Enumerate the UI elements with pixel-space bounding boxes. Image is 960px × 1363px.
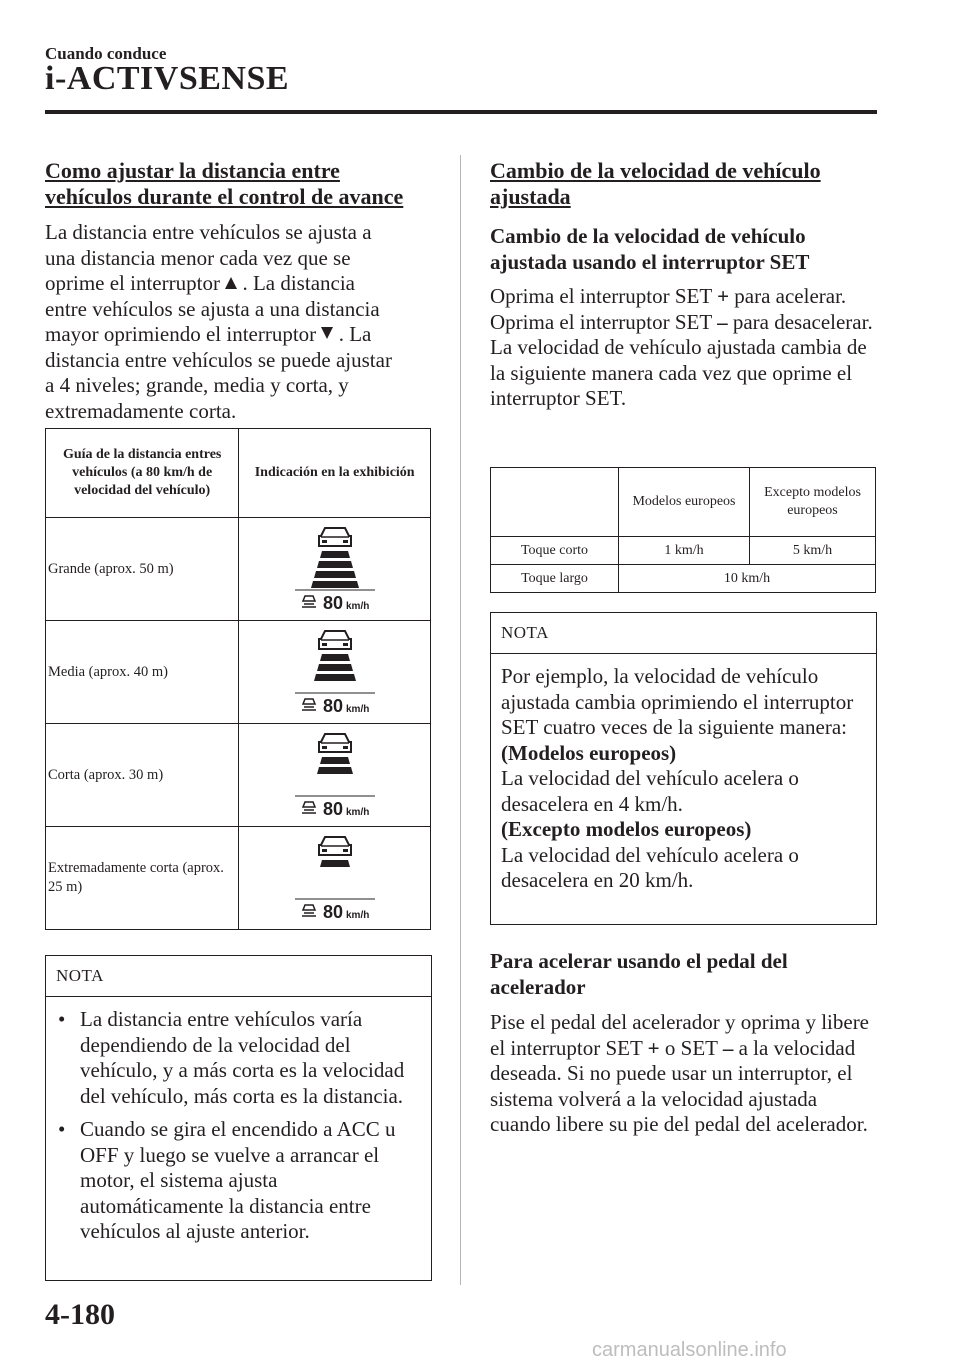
nota-box-right: [490, 612, 877, 925]
distance-bar: [317, 767, 353, 774]
speed-value: 80: [322, 592, 343, 612]
table-row: [491, 537, 876, 565]
right-heading: Cambio de la velocidad de vehículo ajustada: [490, 158, 821, 209]
following-distance-icon: [275, 522, 395, 612]
nota-box-left: [45, 955, 432, 1281]
minus-icon: –: [722, 1035, 734, 1060]
speed-value: 80: [322, 798, 343, 818]
speed-unit: km/h: [345, 806, 369, 818]
distance-bar: [320, 654, 350, 661]
distance-bar: [320, 551, 350, 558]
right-paragraph-2: Pise el pedal del acelerador y oprima y libere el interruptor SET + o SET – a la velocidad deseada. Si no puede usar un interruptor, el sistema volverá a la velocidad ajustada cuando libere su pie del pedal del acelerador.: [490, 1010, 870, 1136]
lead-car-icon: [319, 528, 351, 546]
list-item: • Cuando se gira el encendido a ACC u OFF y luego se vuelve a arrancar el motor, el sistema ajusta automáticamente la distancia entre vehículos al ajuste anterior.: [58, 1117, 396, 1243]
distance-label: Grande (aprox. 50 m): [46, 518, 239, 621]
lead-car-icon: [319, 734, 351, 752]
speed-change-table: [490, 467, 876, 593]
speed-value: 80: [322, 695, 343, 715]
following-distance-icon: [275, 728, 395, 818]
triangle-up-icon: [225, 277, 237, 289]
speed-unit: km/h: [345, 703, 369, 715]
table-row: [46, 827, 431, 930]
following-distance-icon: [275, 831, 395, 921]
distance-bar: [311, 581, 359, 588]
distance-bar: [314, 571, 356, 578]
nota-heading: NOTA: [46, 956, 431, 997]
distance-label: Extremadamente corta (aprox. 25 m): [46, 827, 239, 930]
right-subheading: Cambio de la velocidad de vehículo ajustada usando el interruptor SET: [490, 224, 810, 274]
display-indicator: [239, 724, 431, 827]
nota-subheading: (Modelos europeos): [501, 740, 677, 765]
table-cell: 10 km/h: [619, 565, 876, 593]
speed-table-header-non-european: Excepto modelos europeos: [750, 468, 876, 537]
table-row: [46, 518, 431, 621]
lead-car-icon: [319, 837, 351, 855]
display-indicator: [239, 621, 431, 724]
table-row: [46, 621, 431, 724]
cruise-distance-icon: [302, 802, 316, 813]
minus-icon: –: [717, 309, 728, 334]
chapter-title: i-ACTIVSENSE: [45, 60, 290, 97]
distance-table-header-display: Indicación en la exhibición: [239, 429, 431, 518]
left-heading: Como ajustar la distancia entre vehículos durante el control de avance: [45, 158, 404, 209]
distance-bar: [320, 757, 350, 764]
display-indicator: [239, 827, 431, 930]
speed-unit: km/h: [345, 909, 369, 921]
nota-text: La velocidad del vehículo acelera o desacelera en 20 km/h.: [501, 842, 799, 892]
triangle-down-icon: [321, 327, 333, 339]
lead-car-icon: [319, 631, 351, 649]
speed-value: 80: [322, 901, 343, 921]
speed-unit: km/h: [345, 600, 369, 612]
bullet-icon: •: [58, 1007, 66, 1031]
column-divider: [460, 155, 461, 1285]
watermark: carmanualsonline.info: [592, 1339, 787, 1361]
list-item: • La distancia entre vehículos varía dependiendo de la velocidad del vehículo, y a más corta es la velocidad del vehículo, más corta es la distancia.: [58, 1007, 405, 1108]
nota-subheading: (Excepto modelos europeos): [501, 817, 752, 841]
distance-bar: [317, 561, 353, 568]
distance-label: Corta (aprox. 30 m): [46, 724, 239, 827]
plus-icon: +: [717, 284, 730, 308]
table-row: [491, 565, 876, 593]
cruise-distance-icon: [302, 699, 316, 710]
table-cell: 1 km/h: [619, 537, 750, 565]
table-cell: Toque largo: [491, 565, 619, 593]
cruise-distance-icon: [302, 596, 316, 607]
distance-table: [45, 428, 431, 930]
right-paragraph: Oprima el interruptor SET + para acelerar. Oprima el interruptor SET – para desacelerar. La velocidad de vehículo ajustada cambia de la siguiente manera cada vez que oprime el interruptor SET.: [490, 284, 873, 410]
following-distance-icon: [275, 625, 395, 715]
header-rule: [45, 110, 877, 114]
right-subheading-2: Para acelerar usando el pedal del acelerador: [490, 949, 788, 999]
table-cell: Toque corto: [491, 537, 619, 565]
distance-label: Media (aprox. 40 m): [46, 621, 239, 724]
plus-icon: +: [647, 1035, 660, 1060]
section-label: Cuando conduce: [45, 44, 167, 63]
left-paragraph: La distancia entre vehículos se ajusta a una distancia menor cada vez que se oprime el interruptor . La distancia entre vehículos se ajusta a una distancia mayor oprimiendo el interruptor . La distancia entre vehículos se puede ajustar a 4 niveles; grande, media y corta, y extremadamente corta.: [45, 220, 392, 423]
distance-bar: [317, 664, 353, 671]
nota-text: La velocidad del vehículo acelera o desacelera en 4 km/h.: [501, 766, 799, 816]
distance-bar: [314, 674, 356, 681]
bullet-icon: •: [58, 1117, 66, 1141]
nota-text: Por ejemplo, la velocidad de vehículo ajustada cambia oprimiendo el interruptor SET cuatro veces de la siguiente manera:: [501, 664, 854, 739]
table-row: [46, 724, 431, 827]
nota-heading: NOTA: [491, 613, 876, 654]
speed-table-header-empty: [491, 468, 619, 537]
distance-bar: [320, 860, 350, 867]
cruise-distance-icon: [302, 905, 316, 916]
table-cell: 5 km/h: [750, 537, 876, 565]
display-indicator: [239, 518, 431, 621]
distance-table-header-guide: Guía de la distancia entres vehículos (a 80 km/h de velocidad del vehículo): [46, 429, 239, 518]
speed-table-header-european: Modelos europeos: [619, 468, 750, 537]
page-number: 4-180: [45, 1298, 115, 1331]
